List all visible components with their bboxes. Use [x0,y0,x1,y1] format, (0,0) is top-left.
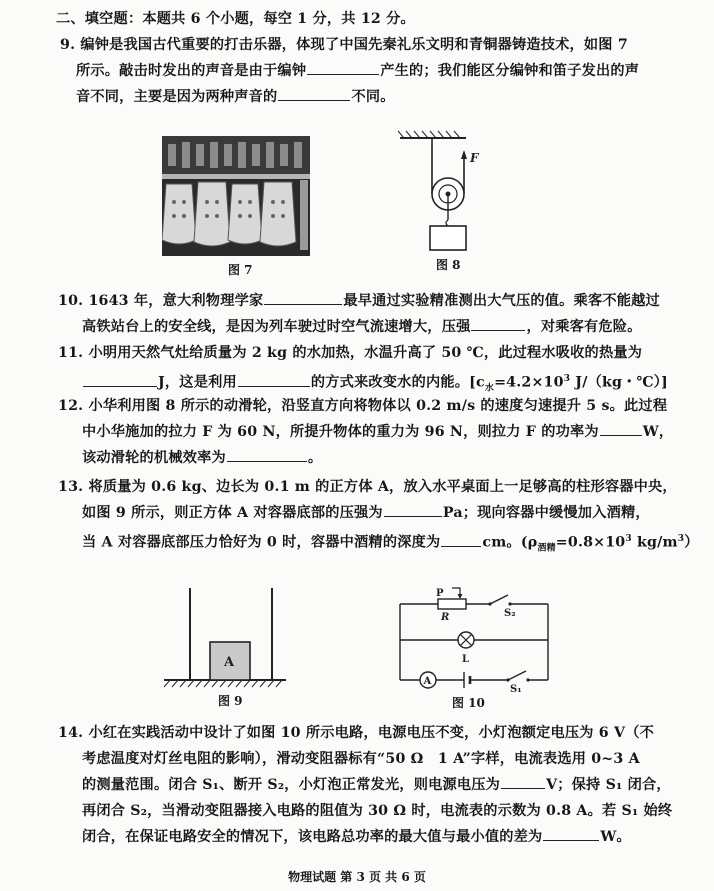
figure10-s2-label: S₂ [504,608,516,619]
q11-sub-water: 水 [484,383,495,394]
q13-line2 [82,502,650,524]
q11-blank1[interactable] [83,372,157,387]
q13-number: 13. [58,479,84,495]
q10-text2b: ，对乘客有危险。 [526,319,642,335]
q13-text3d: kg/m [631,534,678,551]
figure7-bianzhong-image [162,136,310,256]
q14-line1 [58,722,654,744]
q13-text3c: =0.8×10 [555,534,626,551]
q11-text2d: J/（kg・℃）] [570,374,668,391]
q14-line4 [82,800,672,822]
figure10-l-label: L [462,654,470,665]
q13-text3e: ） [684,534,699,551]
figure10-r-label: R [441,612,450,623]
figure9-container-diagram [160,586,290,690]
q12-text3b: 。 [307,450,323,466]
q13-line3 [82,528,699,560]
q9-number: 9. [60,37,76,53]
page-footer: 物理试题 第 3 页 共 6 页 [288,870,426,884]
figure10-s1-label: S₁ [510,684,522,695]
q9-line3 [76,86,395,108]
q12-line1 [58,395,667,417]
q10-blank1[interactable] [264,290,342,305]
q10-text2a: 高铁站台上的安全线，是因为列车驶过时空气流速增大，压强 [82,319,471,335]
q14-line2 [82,748,640,770]
q9-blank1[interactable] [307,60,379,75]
q11-blank2[interactable] [238,372,310,387]
q13-sup2: 3 [677,534,685,544]
q14-blank2[interactable] [543,826,599,841]
q10-text1b: 最早通过实验精准测出大气压的值。乘客不能越过 [343,293,660,309]
q11-number: 11. [58,345,84,361]
q14-line3 [82,774,671,796]
q10-text1a: 1643 年，意大利物理学家 [88,293,264,309]
q9-line1 [60,34,628,56]
q11-sup: 3 [563,374,571,384]
q14-number: 14. [58,725,84,741]
q13-blank2[interactable] [441,532,481,547]
q12-blank2[interactable] [227,447,307,462]
q10-line1 [58,290,660,312]
figure8-force-label: F [470,151,479,165]
q10-line2 [82,316,642,338]
q12-text2b: W， [642,424,674,440]
q10-number: 10. [58,293,84,309]
q14-text2: 考虑温度对灯丝电阻的影响），滑动变阻器标有“50 Ω 1 A”字样，电流表选用 0~3 A [82,751,640,767]
q13-text2b: Pa；现向容器中缓慢加入酒精， [442,505,650,521]
q9-blank2[interactable] [278,86,350,101]
q12-line3 [82,447,322,469]
figure10-caption: 图 10 [452,696,485,710]
section-title: 二、填空题：本题共 6 个小题，每空 1 分，共 12 分。 [56,11,415,27]
q11-text1: 小明用天然气灶给质量为 2 kg 的水加热，水温升高了 50 ℃，此过程水吸收的热量为 [88,345,643,361]
q13-text3b: cm。(ρ [482,534,538,551]
q12-text3a: 该动滑轮的机械效率为 [82,450,226,466]
figure9-caption: 图 9 [218,694,243,708]
q14-line5 [82,826,631,848]
q13-text1: 将质量为 0.6 kg、边长为 0.1 m 的正方体 A，放入水平桌面上一足够高的柱形容器中央， [88,479,677,495]
q11-text2c: =4.2×10 [494,374,564,391]
figure10-p-label: P [436,588,444,599]
q11-text2a: J，这是利用 [158,374,237,391]
figure8-pulley-diagram [398,128,508,256]
q13-sup1: 3 [625,534,632,544]
q9-text2a: 所示。敲击时发出的声音是由于编钟 [76,63,307,79]
q14-text4: 再闭合 S₂，当滑动变阻器接入电路的阻值为 30 Ω 时，电流表的示数为 0.8 A。若 S₁ 始终 [82,803,673,819]
q14-text3b: V；保持 S₁ 闭合， [546,777,671,793]
q14-text5a: 闭合，在保证电路安全的情况下，该电路总功率的最大值与最小值的差为 [82,829,543,845]
q13-text2a: 如图 9 所示，则正方体 A 对容器底部的压强为 [82,505,383,521]
q13-sub-alcohol: 酒精 [537,543,556,554]
q12-blank1[interactable] [600,421,642,436]
q14-text5b: W。 [600,829,631,845]
figure10-ammeter-label: A [423,676,432,687]
q14-text1: 小红在实践活动中设计了如图 10 所示电路，电源电压不变，小灯泡额定电压为 6 V（不 [88,725,654,741]
q9-text3a: 音不同，主要是因为两种声音的 [76,89,278,105]
q14-blank1[interactable] [501,774,545,789]
q10-blank2[interactable] [471,316,525,331]
q9-text1: 编钟是我国古代重要的打击乐器，体现了中国先秦礼乐文明和青铜器铸造技术，如图 7 [80,37,628,53]
q13-blank1[interactable] [384,502,442,517]
q13-text3a: 当 A 对容器底部压力恰好为 0 时，容器中酒精的深度为 [82,534,441,551]
figure8-caption: 图 8 [436,258,461,272]
q9-line2 [76,60,639,82]
figure10-circuit-diagram [392,584,556,696]
q11-line1 [58,342,642,364]
figure9-block-label: A [224,655,235,670]
figure7-caption: 图 7 [228,263,253,277]
q12-line2 [82,421,673,443]
q9-text3b: 不同。 [351,89,395,105]
q9-text2b: 产生的；我们能区分编钟和笛子发出的声 [380,63,640,79]
q11-text2b: 的方式来改变水的内能。[c [310,374,485,391]
q12-text2a: 中小华施加的拉力 F 为 60 N，所提升物体的重力为 96 N，则拉力 F 的功率为 [82,424,599,440]
q14-text3: 的测量范围。闭合 S₁、断开 S₂，小灯泡正常发光，则电源电压为 [82,777,501,793]
q13-line1 [58,476,677,498]
q12-text1: 小华利用图 8 所示的动滑轮，沿竖直方向将物体以 0.2 m/s 的速度匀速提升 5 s。此过程 [88,398,668,414]
q12-number: 12. [58,398,84,414]
